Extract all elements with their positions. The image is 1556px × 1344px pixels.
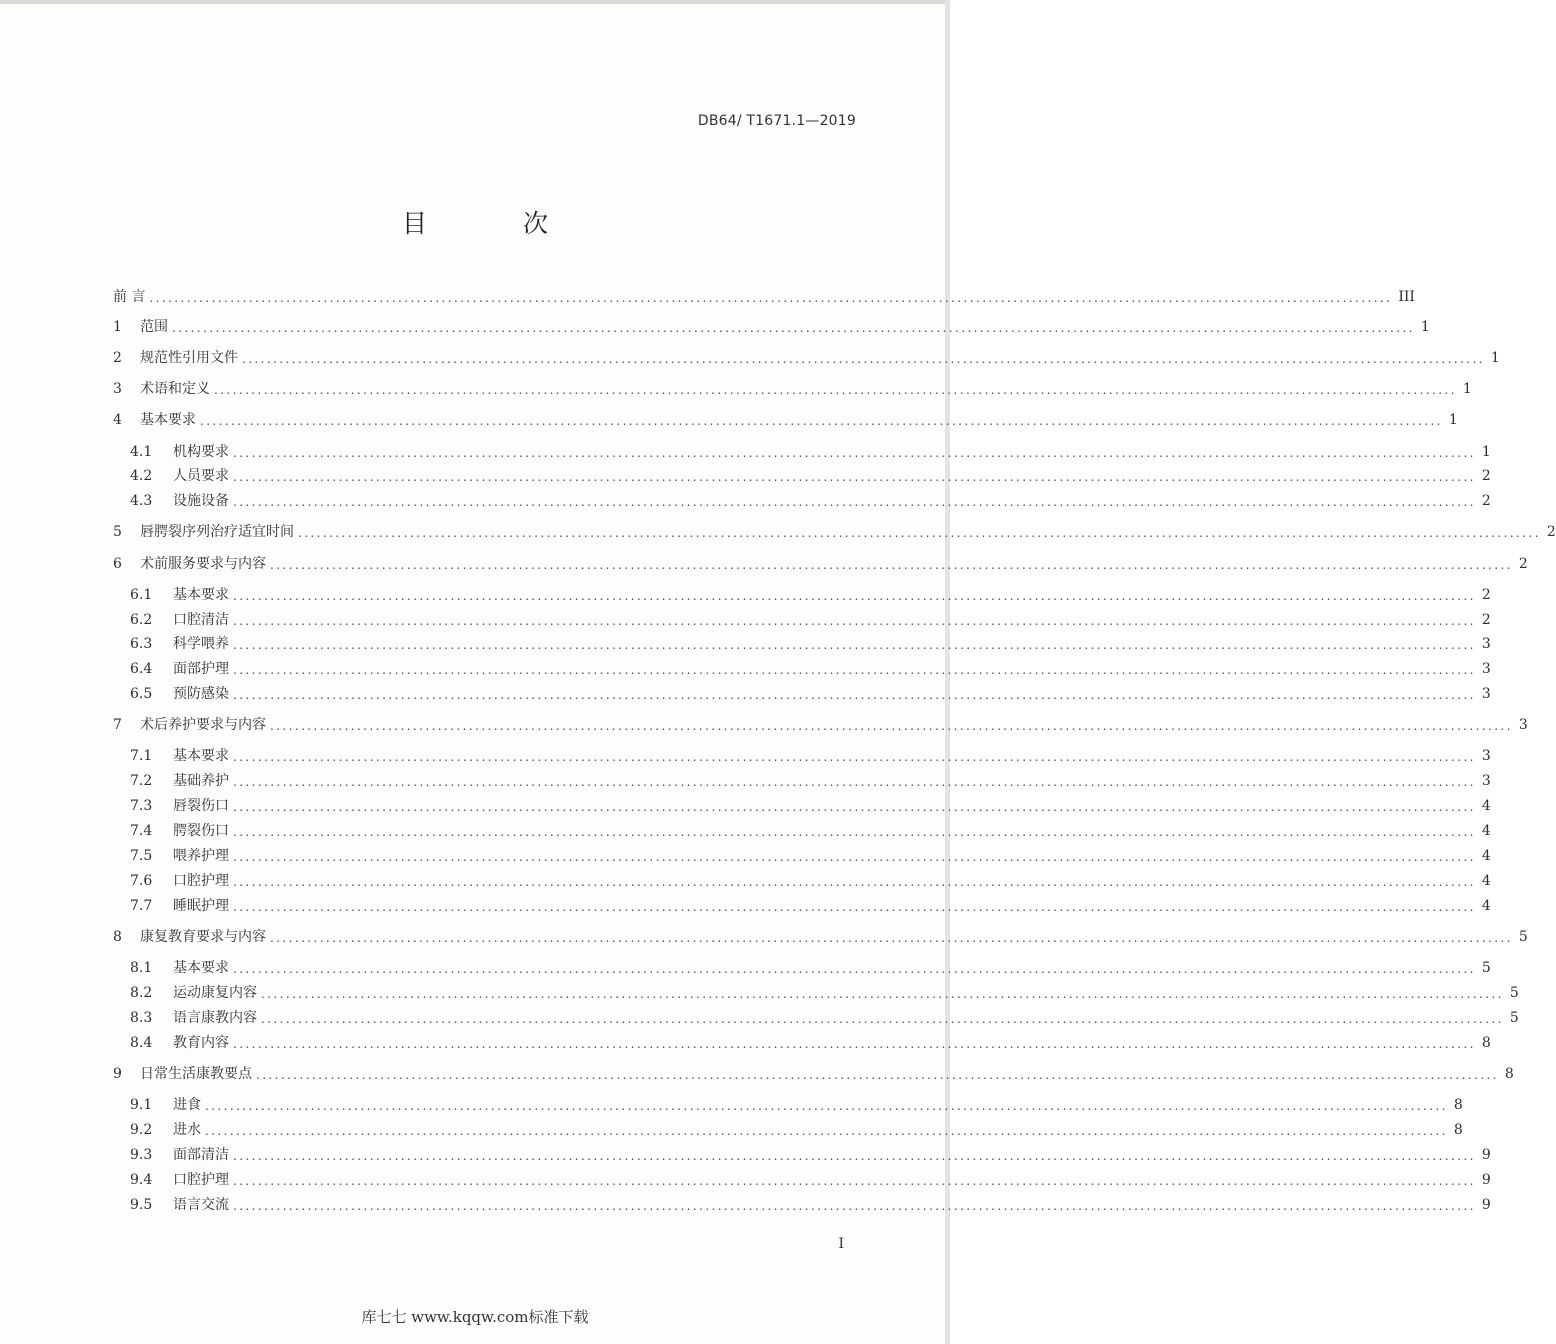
toc-entry-number: 9.5 [130, 1197, 153, 1213]
toc-entry-number: 9.1 [130, 1097, 153, 1113]
toc-entry[interactable] [130, 870, 1491, 892]
toc-entry-label: 范围 [140, 319, 168, 335]
toc-entry[interactable] [130, 584, 1491, 606]
toc-entry[interactable] [130, 633, 1491, 655]
toc-entry-number: 9.4 [130, 1172, 153, 1188]
toc-entry-label: 运动康复内容 [173, 985, 257, 1001]
toc-dot-leader: ........................................................................................................................................................................................................ [270, 931, 1513, 945]
toc-entry-label: 基本要求 [173, 960, 229, 976]
toc-entry-page: 8 [1453, 1097, 1463, 1113]
toc-entry[interactable] [113, 316, 1430, 338]
toc-dot-leader: ........................................................................................................................................................................................................ [233, 750, 1476, 764]
toc-entry-page: 4 [1481, 798, 1491, 814]
toc-entry-number: 8.3 [130, 1010, 153, 1026]
toc-entry-page: 1 [1462, 381, 1472, 397]
toc-dot-leader: ........................................................................................................................................................................................................ [233, 900, 1476, 914]
toc-dot-leader: ........................................................................................................................................................................................................ [214, 383, 1457, 397]
toc-entry[interactable] [130, 1094, 1463, 1116]
toc-entry-page: 1 [1448, 412, 1458, 428]
toc-entry-number: 9 [113, 1066, 122, 1082]
toc-entry-number: 6.2 [130, 612, 153, 628]
toc-entry-number: 5 [113, 524, 122, 540]
toc-entry-page: 2 [1481, 612, 1491, 628]
toc-entry[interactable] [130, 845, 1491, 867]
toc-entry-number: 1 [113, 319, 122, 335]
toc-entry-page: 3 [1481, 636, 1491, 652]
toc-entry-page: 2 [1481, 587, 1491, 603]
toc-entry[interactable] [130, 745, 1491, 767]
toc-entry[interactable] [113, 286, 1415, 308]
toc-dot-leader: ........................................................................................................................................................................................................ [270, 558, 1513, 572]
toc-dot-leader: ........................................................................................................................................................................................................ [233, 825, 1476, 839]
toc-dot-leader: ........................................................................................................................................................................................................ [242, 352, 1485, 366]
watermark-text: 库七七 www.kqqw.com标准下载 [361, 1308, 589, 1326]
toc-entry[interactable] [130, 795, 1491, 817]
toc-dot-leader: ........................................................................................................................................................................................................ [298, 526, 1541, 540]
toc-dot-leader: ........................................................................................................................................................................................................ [205, 1099, 1448, 1113]
toc-entry-page: 5 [1509, 985, 1519, 1001]
toc-dot-leader: ........................................................................................................................................................................................................ [233, 875, 1476, 889]
toc-entry-number: 7.3 [130, 798, 153, 814]
toc-entry-number: 7.6 [130, 873, 153, 889]
toc-entry-number: 9.3 [130, 1147, 153, 1163]
toc-entry[interactable] [130, 683, 1491, 705]
toc-entry-label: 基本要求 [173, 748, 229, 764]
toc-dot-leader: ........................................................................................................................................................................................................ [233, 850, 1476, 864]
toc-entry-number: 4.1 [130, 444, 153, 460]
toc-dot-leader: ........................................................................................................................................................................................................ [233, 614, 1476, 628]
toc-entry[interactable] [130, 982, 1519, 1004]
toc-entry-page: III [1398, 289, 1415, 305]
toc-entry-label: 基本要求 [173, 587, 229, 603]
toc-entry-page: 2 [1546, 524, 1556, 540]
toc-entry[interactable] [130, 465, 1491, 487]
toc-entry-label: 面部护理 [173, 661, 229, 677]
toc-entry-number: 6.3 [130, 636, 153, 652]
toc-dot-leader: ........................................................................................................................................................................................................ [233, 775, 1476, 789]
toc-entry[interactable] [113, 714, 1528, 736]
toc-entry-label: 康复教育要求与内容 [140, 929, 266, 945]
toc-entry-number: 7 [113, 717, 122, 733]
toc-entry[interactable] [130, 957, 1491, 979]
toc-entry-number: 8.2 [130, 985, 153, 1001]
toc-entry[interactable] [113, 1063, 1514, 1085]
toc-entry-label: 腭裂伤口 [173, 823, 229, 839]
toc-entry-number: 4.3 [130, 493, 153, 509]
toc-entry[interactable] [130, 1007, 1519, 1029]
toc-entry-number: 8 [113, 929, 122, 945]
toc-dot-leader: ........................................................................................................................................................................................................ [233, 1037, 1476, 1051]
toc-entry[interactable] [130, 820, 1491, 842]
toc-dot-leader: ........................................................................................................................................................................................................ [233, 800, 1476, 814]
toc-entry[interactable] [130, 895, 1491, 917]
toc-entry-number: 7.1 [130, 748, 153, 764]
toc-dot-leader: ........................................................................................................................................................................................................ [233, 962, 1476, 976]
toc-entry-number: 7.2 [130, 773, 153, 789]
toc-entry-page: 4 [1481, 873, 1491, 889]
toc-dot-leader: ........................................................................................................................................................................................................ [233, 688, 1476, 702]
toc-entry[interactable] [130, 441, 1491, 463]
toc-dot-leader: ........................................................................................................................................................................................................ [233, 446, 1476, 460]
toc-entry-page: 1 [1481, 444, 1491, 460]
toc-entry-label: 面部清洁 [173, 1147, 229, 1163]
toc-entry[interactable] [130, 1194, 1491, 1216]
toc-entry-page: 8 [1504, 1066, 1514, 1082]
toc-entry[interactable] [130, 770, 1491, 792]
page-number: I [838, 1236, 844, 1252]
toc-entry-label: 唇腭裂序列治疗适宜时间 [140, 524, 294, 540]
toc-entry-page: 4 [1481, 823, 1491, 839]
toc-entry[interactable] [130, 1144, 1491, 1166]
toc-entry-number: 8.1 [130, 960, 153, 976]
toc-title: 目 次 [402, 209, 592, 238]
document-code: DB64/ T1671.1—2019 [697, 113, 856, 129]
toc-entry-label: 睡眠护理 [173, 898, 229, 914]
toc-entry-number: 8.4 [130, 1035, 153, 1051]
toc-entry-label: 唇裂伤口 [173, 798, 229, 814]
toc-dot-leader: ........................................................................................................................................................................................................ [149, 291, 1393, 305]
toc-entry-page: 9 [1481, 1147, 1491, 1163]
toc-entry-page: 5 [1509, 1010, 1519, 1026]
toc-entry-label: 预防感染 [173, 686, 229, 702]
toc-entry-number: 3 [113, 381, 122, 397]
toc-entry-label: 口腔护理 [173, 1172, 229, 1188]
toc-entry-number: 4.2 [130, 468, 153, 484]
toc-entry-page: 1 [1420, 319, 1430, 335]
toc-entry-label: 术后养护要求与内容 [140, 717, 266, 733]
toc-entry-number: 9.2 [130, 1122, 153, 1138]
toc-entry-label: 规范性引用文件 [140, 350, 238, 366]
toc-entry[interactable] [130, 609, 1491, 631]
toc-entry[interactable] [130, 1032, 1491, 1054]
toc-dot-leader: ........................................................................................................................................................................................................ [200, 414, 1443, 428]
toc-entry-label: 语言康教内容 [173, 1010, 257, 1026]
toc-entry-label: 术前服务要求与内容 [140, 556, 266, 572]
toc-entry-page: 5 [1481, 960, 1491, 976]
toc-dot-leader: ........................................................................................................................................................................................................ [233, 470, 1476, 484]
toc-entry-label: 基础养护 [173, 773, 229, 789]
toc-entry-page: 8 [1481, 1035, 1491, 1051]
toc-dot-leader: ........................................................................................................................................................................................................ [205, 1124, 1448, 1138]
toc-entry[interactable] [113, 926, 1528, 948]
toc-entry-label: 喂养护理 [173, 848, 229, 864]
toc-entry-label: 设施设备 [173, 493, 229, 509]
toc-entry[interactable] [113, 553, 1528, 575]
toc-entry-number: 6.5 [130, 686, 153, 702]
toc-entry-page: 2 [1518, 556, 1528, 572]
toc-entry-page: 3 [1481, 661, 1491, 677]
toc-entry-label: 日常生活康教要点 [140, 1066, 252, 1082]
toc-entry-page: 2 [1481, 468, 1491, 484]
toc-entry-label: 基本要求 [140, 412, 196, 428]
toc-entry-page: 3 [1481, 686, 1491, 702]
toc-entry-page: 3 [1518, 717, 1528, 733]
toc-dot-leader: ........................................................................................................................................................................................................ [233, 495, 1476, 509]
toc-entry-number: 7.7 [130, 898, 153, 914]
toc-entry-number: 4 [113, 412, 122, 428]
toc-entry-label: 术语和定义 [140, 381, 210, 397]
toc-entry-page: 3 [1481, 773, 1491, 789]
toc-entry-number: 6.4 [130, 661, 153, 677]
toc-dot-leader: ........................................................................................................................................................................................................ [261, 1012, 1504, 1026]
toc-entry-page: 3 [1481, 748, 1491, 764]
toc-entry[interactable] [113, 378, 1472, 400]
toc-entry-label: 人员要求 [173, 468, 229, 484]
toc-entry-number: 7.4 [130, 823, 153, 839]
toc-dot-leader: ........................................................................................................................................................................................................ [233, 1199, 1476, 1213]
toc-entry[interactable] [113, 347, 1500, 369]
toc-entry[interactable] [130, 658, 1491, 680]
toc-entry-page: 9 [1481, 1172, 1491, 1188]
toc-entry-label: 语言交流 [173, 1197, 229, 1213]
toc-entry-page: 8 [1453, 1122, 1463, 1138]
toc-entry-number: 6.1 [130, 587, 153, 603]
toc-entry-label: 口腔护理 [173, 873, 229, 889]
toc-entry-label: 口腔清洁 [173, 612, 229, 628]
toc-dot-leader: ........................................................................................................................................................................................................ [172, 321, 1415, 335]
toc-entry-number: 6 [113, 556, 122, 572]
toc-dot-leader: ........................................................................................................................................................................................................ [233, 663, 1476, 677]
toc-dot-leader: ........................................................................................................................................................................................................ [233, 589, 1476, 603]
toc-dot-leader: ........................................................................................................................................................................................................ [256, 1068, 1499, 1082]
toc-entry-number: 2 [113, 350, 122, 366]
toc-dot-leader: ........................................................................................................................................................................................................ [233, 1174, 1476, 1188]
toc-entry[interactable] [113, 409, 1458, 431]
toc-entry-page: 1 [1490, 350, 1500, 366]
toc-entry-page: 5 [1518, 929, 1528, 945]
toc-entry-label: 机构要求 [173, 444, 229, 460]
toc-entry-page: 4 [1481, 898, 1491, 914]
toc-entry[interactable] [130, 490, 1491, 512]
toc-entry-number: 7.5 [130, 848, 153, 864]
toc-entry-label: 科学喂养 [173, 636, 229, 652]
toc-entry-label: 教育内容 [173, 1035, 229, 1051]
toc-dot-leader: ........................................................................................................................................................................................................ [233, 638, 1476, 652]
toc-entry-page: 4 [1481, 848, 1491, 864]
toc-entry-page: 9 [1481, 1197, 1491, 1213]
toc-entry-label: 进食 [173, 1097, 201, 1113]
toc-entry-label: 进水 [173, 1122, 201, 1138]
toc-dot-leader: ........................................................................................................................................................................................................ [233, 1149, 1476, 1163]
toc-dot-leader: ........................................................................................................................................................................................................ [270, 719, 1513, 733]
toc-entry-label: 前 言 [113, 289, 146, 305]
toc-entry[interactable] [130, 1169, 1491, 1191]
toc-entry[interactable] [130, 1119, 1463, 1141]
toc-dot-leader: ........................................................................................................................................................................................................ [261, 987, 1504, 1001]
toc-entry[interactable] [113, 521, 1556, 543]
toc-entry-page: 2 [1481, 493, 1491, 509]
